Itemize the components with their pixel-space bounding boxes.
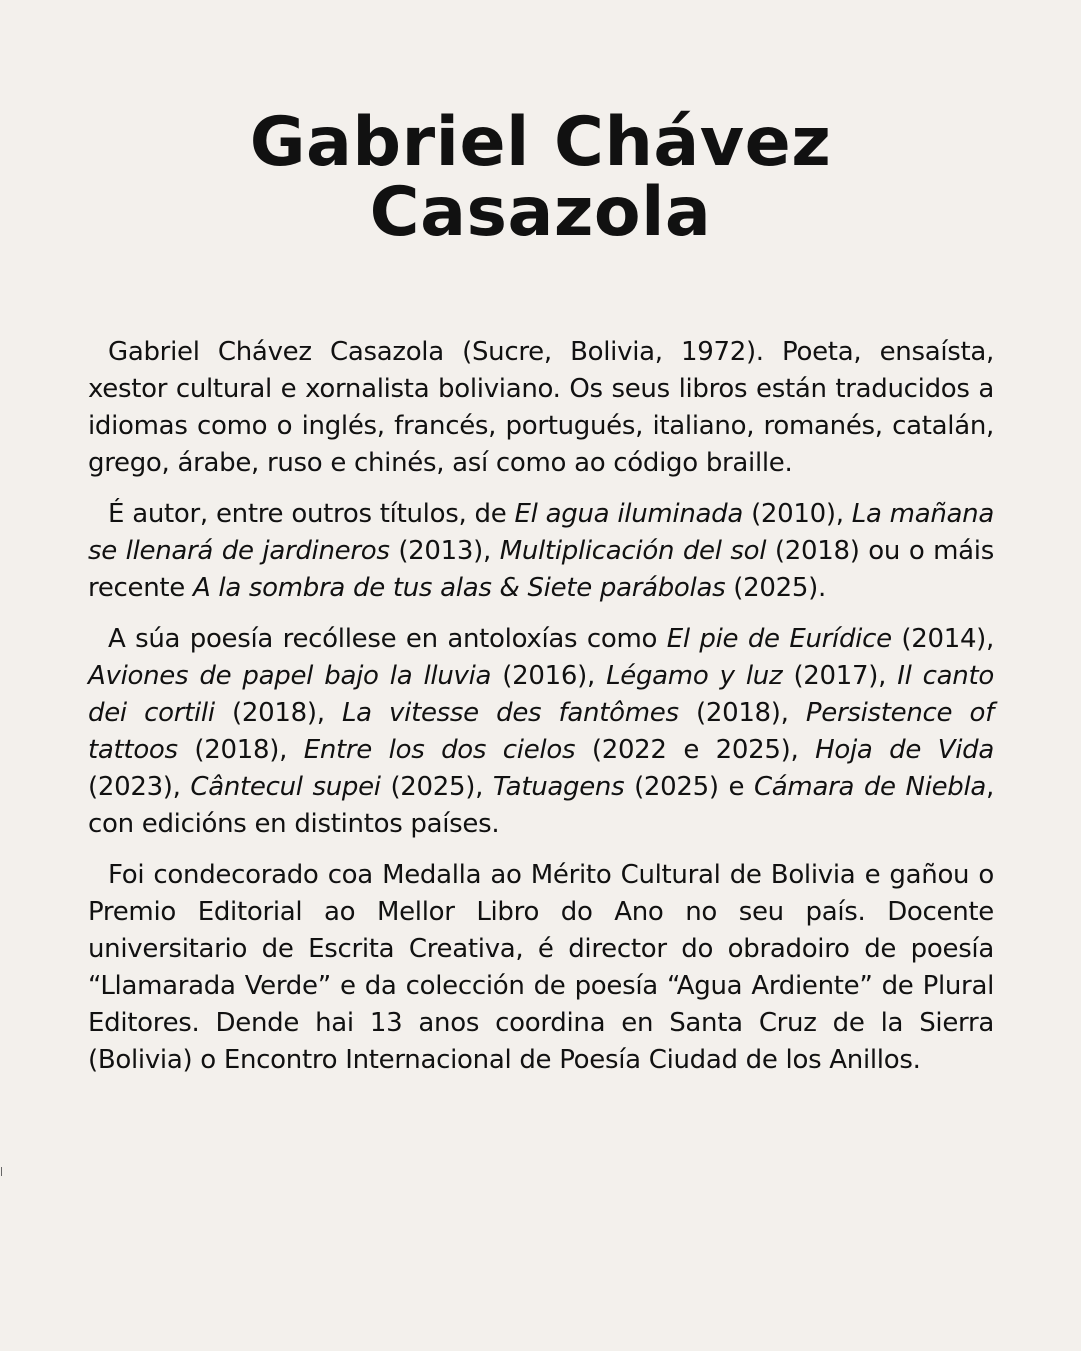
anthology-title: Persistence of tattoos xyxy=(88,698,994,765)
text-run: (2018), xyxy=(177,735,304,765)
text-run: (2022 e 2025), xyxy=(575,735,816,765)
title-line-2: Casazola xyxy=(369,173,712,252)
text-run: , con edicións en distintos países. xyxy=(88,772,994,839)
edge-mark xyxy=(1,1167,2,1176)
anthology-title: Hoja de Vida xyxy=(815,735,994,765)
title-line-1: Gabriel Chávez xyxy=(249,103,832,182)
bio-paragraph-3 xyxy=(88,621,994,843)
anthology-title: Légamo y luz xyxy=(606,661,783,691)
text-run: (2017), xyxy=(782,661,898,691)
text-run: É autor, entre outros títulos, de xyxy=(108,499,515,529)
text-run: (2025), xyxy=(380,772,493,802)
anthology-title: Cântecul supei xyxy=(190,772,381,802)
text-run: (2023), xyxy=(88,772,191,802)
bio-text xyxy=(88,334,994,1093)
bio-paragraph-2 xyxy=(88,496,994,607)
anthology-title: Cámara de Niebla xyxy=(753,772,987,802)
text-run: (2018), xyxy=(678,698,806,728)
text-run: (2018), xyxy=(214,698,342,728)
text-run: (2025) e xyxy=(624,772,754,802)
book-title: Multiplicación del sol xyxy=(499,536,767,566)
anthology-title: Aviones de papel bajo la lluvia xyxy=(88,661,492,691)
text-run: (2013), xyxy=(389,536,500,566)
text-run: (2018) ou o máis recente xyxy=(88,536,994,603)
anthology-title: El pie de Eurídice xyxy=(666,624,892,654)
anthology-title: Entre los dos cielos xyxy=(303,735,576,765)
book-title: El agua iluminada xyxy=(514,499,743,529)
text-run: (2025). xyxy=(725,573,826,603)
bio-paragraph-4: Foi condecorado coa Medalla ao Mérito Cultural de Bolivia e gañou o Premio Editorial ao Mellor Libro do Ano no seu país. Docente universitario de Escrita Creativa, é director do obradoiro de poesía “Llamarada Verde” e da colección de poesía “Agua Ardiente” de Plural Editores. Dende hai 13 anos coordina en Santa Cruz de la Sierra (Bolivia) o Encontro Internacional de Poesía Ciudad de los Anillos. xyxy=(88,860,994,1075)
anthology-title: Il canto dei cortili xyxy=(88,661,994,728)
page-title xyxy=(0,103,1081,252)
book-title: A la sombra de tus alas & Siete parábolas xyxy=(192,573,726,603)
anthology-title: Tatuagens xyxy=(492,772,625,802)
text-run: (2014), xyxy=(891,624,994,654)
text-run: (2010), xyxy=(742,499,852,529)
text-run: A súa poesía recóllese en antoloxías como xyxy=(108,624,667,654)
bio-paragraph-1: Gabriel Chávez Casazola (Sucre, Bolivia, 1972). Poeta, ensaísta, xestor cultural e xornalista boliviano. Os seus libros están traducidos a idiomas como o inglés, francés, portugués, italiano, romanés, catalán, grego, árabe, ruso e chinés, así como ao código braille. xyxy=(88,337,994,478)
text-run: (2016), xyxy=(491,661,607,691)
anthology-title: La vitesse des fantômes xyxy=(341,698,679,728)
book-title: La mañana se llenará de jardineros xyxy=(88,499,994,566)
